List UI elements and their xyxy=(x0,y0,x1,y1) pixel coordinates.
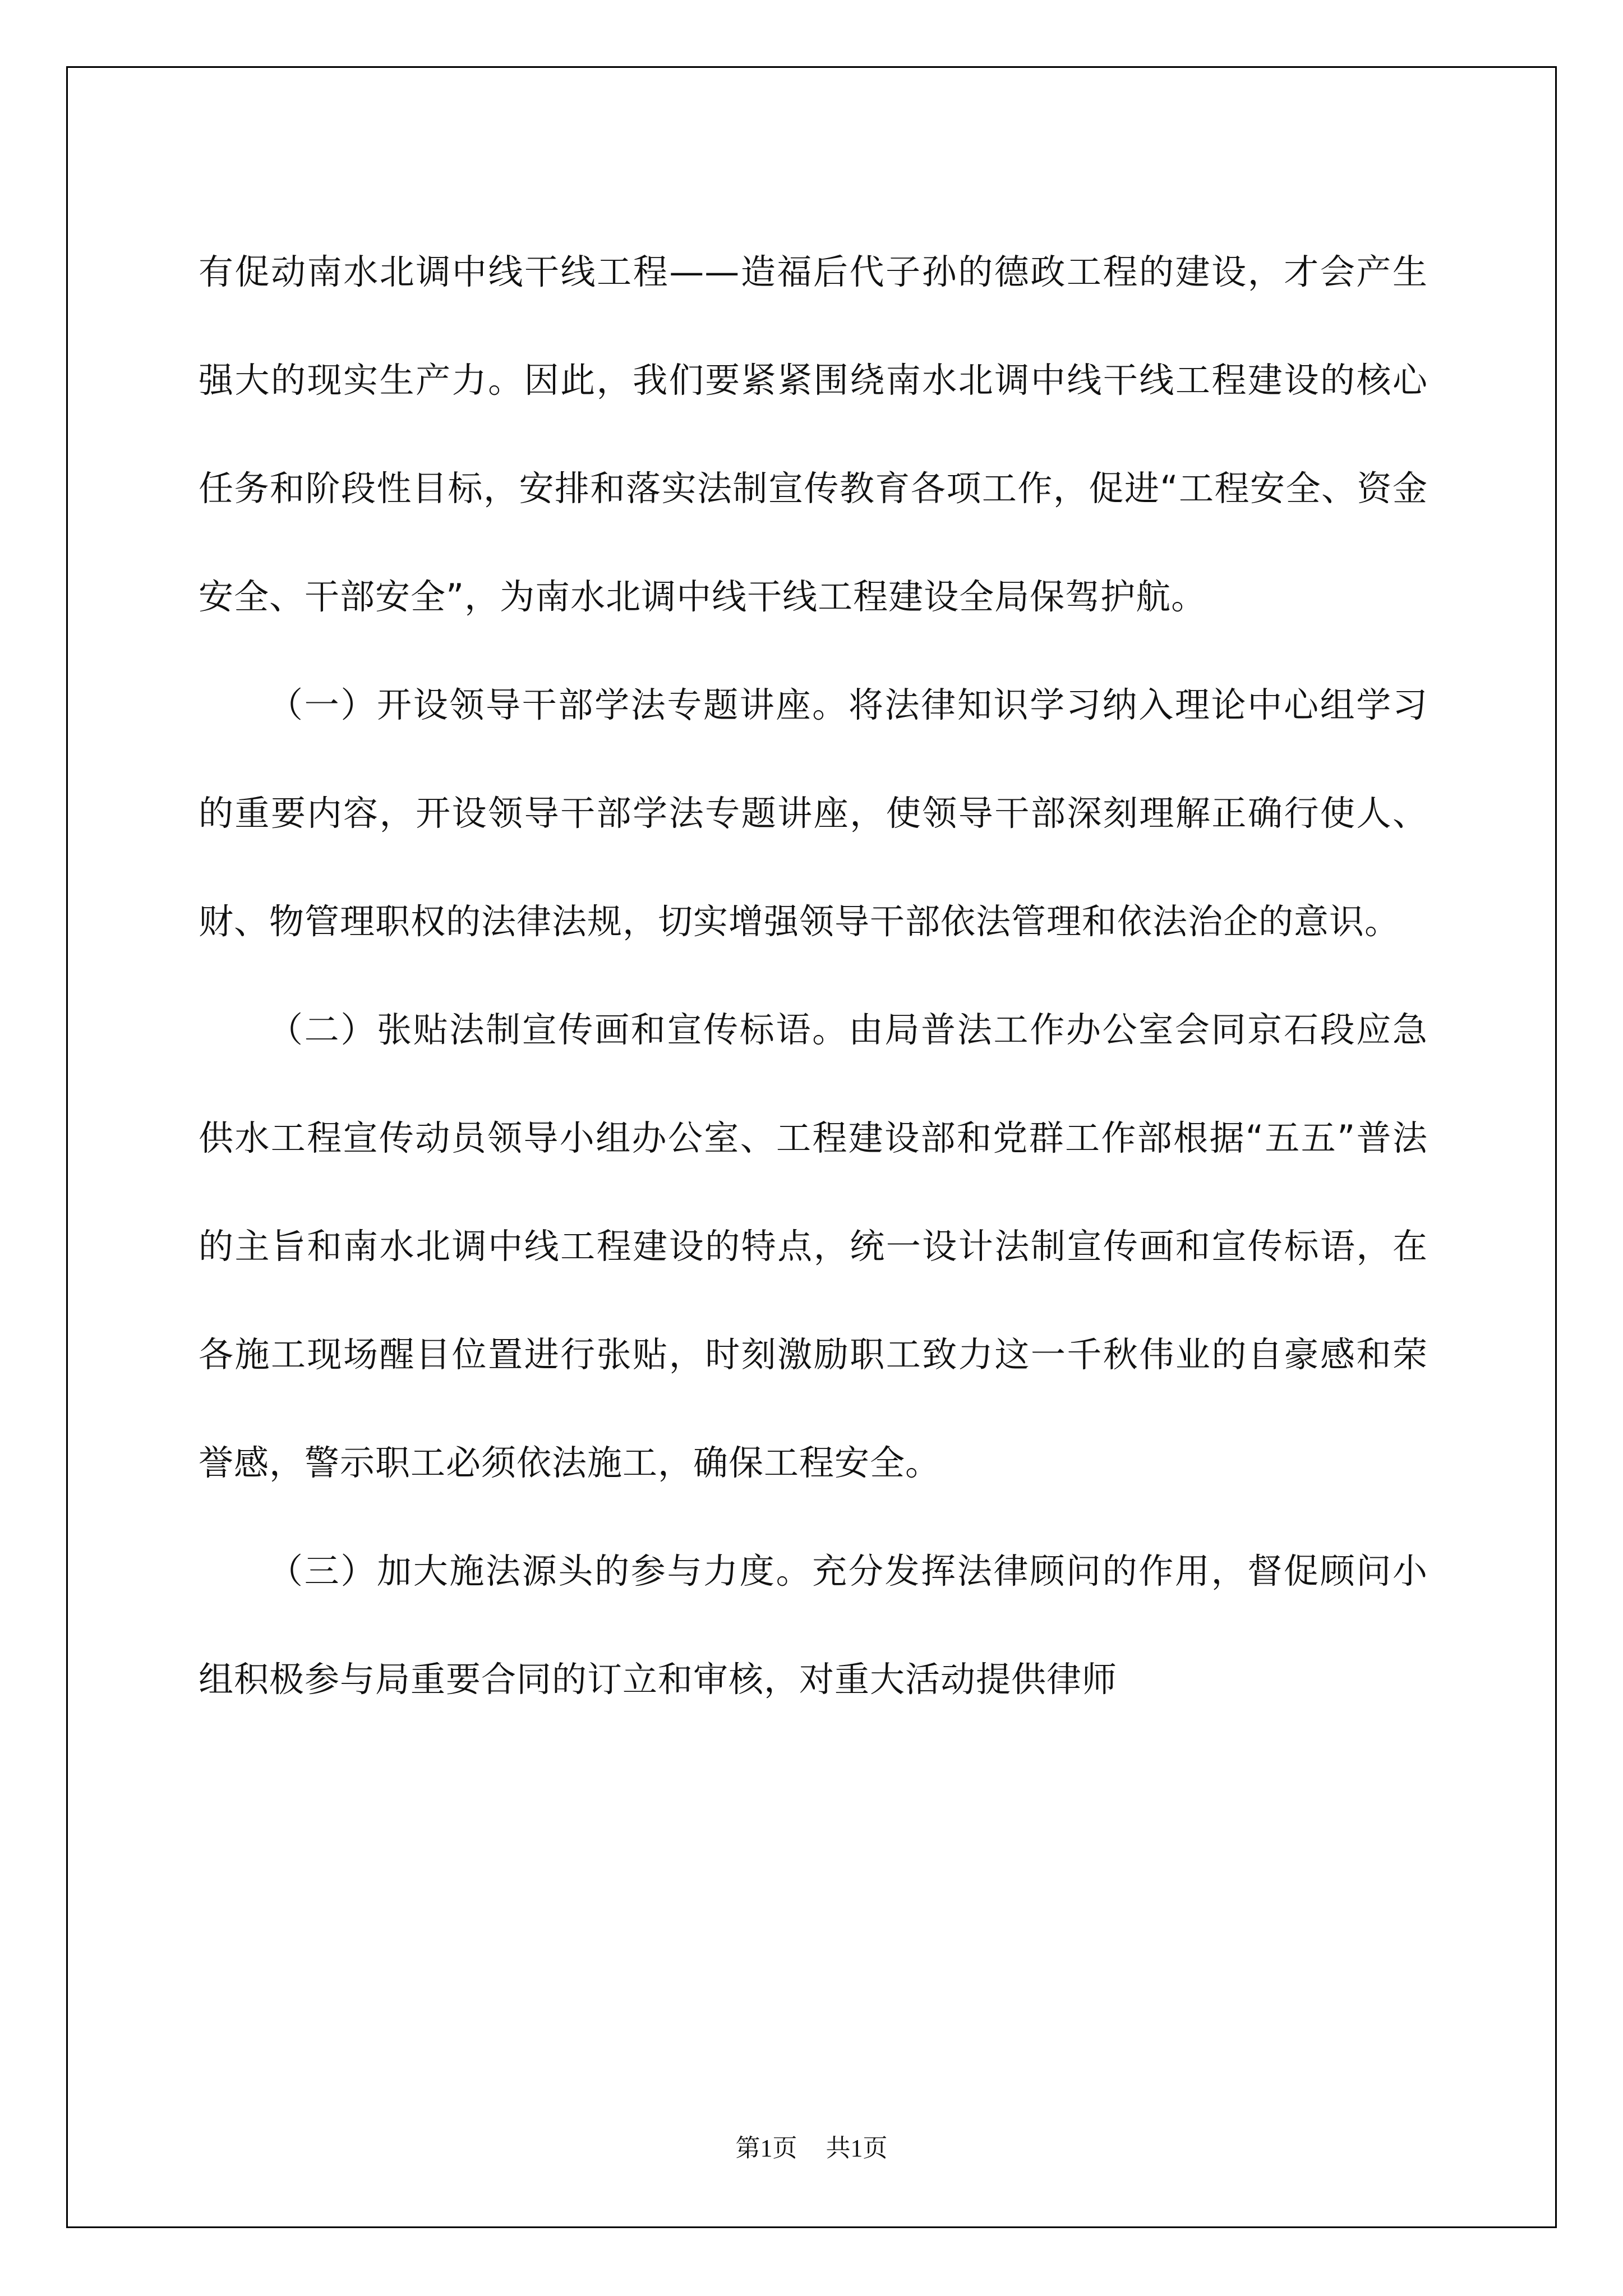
page-number: 第1页 xyxy=(735,2134,797,2162)
paragraph-1: 有促动南水北调中线干线工程——造福后代子孙的德政工程的建设，才会产生强大的现实生产力。因此，我们要紧紧围绕南水北调中线干线工程建设的核心任务和阶段性目标，安排和落实法制宣传教育各项工作，促进“工程安全、资金安全、干部安全”，为南水北调中线干线工程建设全局保驾护航。 xyxy=(199,251,1428,617)
paragraph-3: （二）张贴法制宣传画和宣传标语。由局普法工作办公室会同京石段应急供水工程宣传动员领导小组办公室、工程建设部和党群工作部根据“五五”普法的主旨和南水北调中线工程建设的特点，统一设计法制宣传画和宣传标语，在各施工现场醒目位置进行张贴，时刻激励职工致力这一千秋伟业的自豪感和荣誉感，警示职工必须依法施工，确保工程安全。 xyxy=(199,1009,1428,1483)
document-body xyxy=(199,218,1428,1733)
paragraph-2: （一）开设领导干部学法专题讲座。将法律知识学习纳入理论中心组学习的重要内容，开设领导干部学法专题讲座，使领导干部深刻理解正确行使人、财、物管理职权的法律法规，切实增强领导干部依法管理和依法治企的意识。 xyxy=(199,684,1428,942)
page-total: 共1页 xyxy=(826,2134,888,2162)
page-footer xyxy=(0,2128,1623,2164)
paragraph-4: （三）加大施法源头的参与力度。充分发挥法律顾问的作用，督促顾问小组积极参与局重要合同的订立和审核，对重大活动提供律师 xyxy=(199,1550,1428,1700)
